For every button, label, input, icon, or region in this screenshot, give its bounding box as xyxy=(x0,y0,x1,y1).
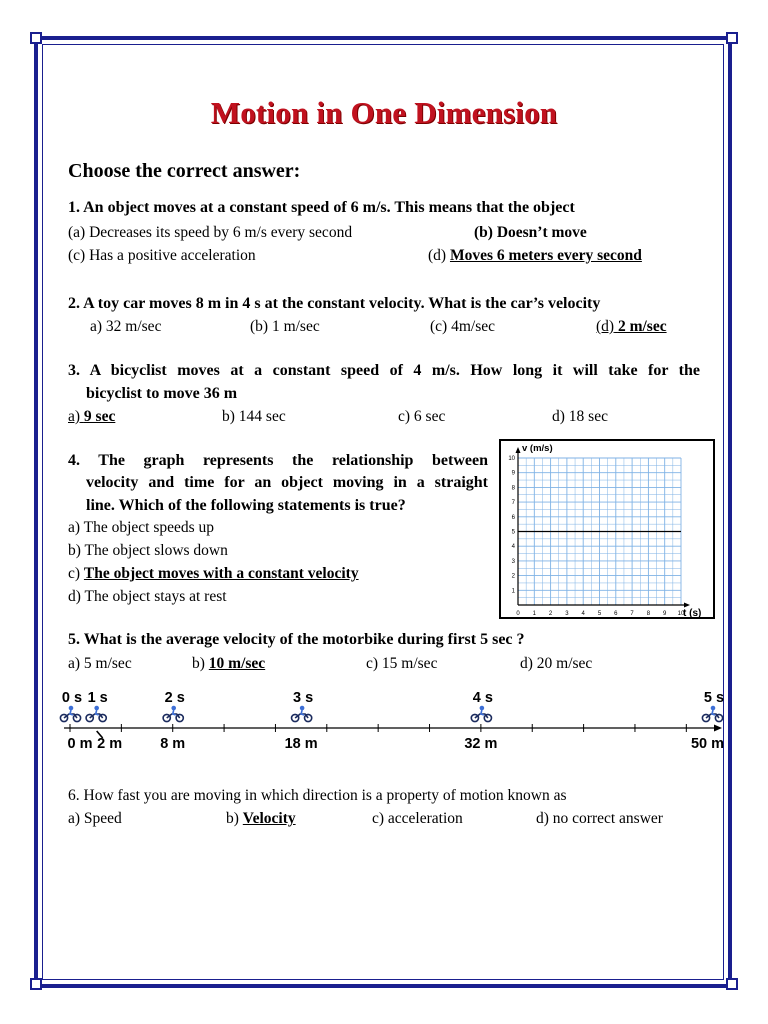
q4-option-c-prefix: c) xyxy=(68,565,81,582)
rider-helmet xyxy=(69,706,74,711)
rider-body xyxy=(173,710,176,715)
rider-helmet xyxy=(94,706,99,711)
question-5: 5. What is the average velocity of the motorbike during first 5 sec ? xyxy=(68,631,525,648)
border-corner-ornament xyxy=(30,32,42,44)
q5-option-d: d) 20 m/sec xyxy=(520,655,593,672)
motorbike-icon xyxy=(471,706,491,722)
q6-option-b xyxy=(226,810,296,828)
time-label: 2 s xyxy=(164,690,185,706)
rider-body xyxy=(712,710,715,715)
x-tick-label: 10 xyxy=(677,611,685,617)
q1-option-d-prefix: (d) xyxy=(428,247,447,264)
rider-helmet xyxy=(480,706,485,711)
x-tick-label: 3 xyxy=(565,611,569,617)
position-label: 0 m xyxy=(67,736,93,752)
question-3-line2: bicyclist to move 36 m xyxy=(86,385,238,402)
q1-correct-answer: Moves 6 meters every second xyxy=(449,247,642,264)
time-label: 3 s xyxy=(293,690,314,706)
q5-option-a: a) 5 m/sec xyxy=(68,655,132,672)
question-4-line3: line. Which of the following statements is true? xyxy=(86,497,406,514)
rider-body xyxy=(301,710,304,715)
motorbike-number-line xyxy=(50,684,724,756)
motorbike-icon xyxy=(163,706,183,722)
q1-option-a: (a) Decreases its speed by 6 m/s every second xyxy=(68,224,353,241)
q5-option-b xyxy=(192,655,265,673)
y-tick-label: 6 xyxy=(511,514,515,521)
q6-correct-answer: Velocity xyxy=(242,810,296,827)
border-corner-ornament xyxy=(726,978,738,990)
y-tick-label: 5 xyxy=(511,529,515,536)
x-tick-label: 4 xyxy=(581,611,585,617)
q2-option-c: (c) 4m/sec xyxy=(430,318,495,335)
q3-option-c: c) 6 sec xyxy=(398,408,446,425)
time-label: 5 s xyxy=(703,690,724,706)
position-label: 2 m xyxy=(97,736,123,752)
position-label: 18 m xyxy=(284,736,318,752)
q2-option-b: (b) 1 m/sec xyxy=(250,318,320,335)
x-tick-label: 1 xyxy=(532,611,536,617)
y-tick-label: 1 xyxy=(511,588,515,595)
x-tick-label: 6 xyxy=(614,611,618,617)
q5-option-b-prefix: b) xyxy=(192,655,205,672)
q3-correct-answer: 9 sec xyxy=(83,408,116,425)
rider-body xyxy=(96,710,99,715)
question-2: 2. A toy car moves 8 m in 4 s at the constant velocity. What is the car’s velocity xyxy=(68,295,601,312)
page-title: Motion in One Dimension xyxy=(210,95,558,130)
q5-option-c: c) 15 m/sec xyxy=(366,655,438,672)
rider-helmet xyxy=(711,706,716,711)
q3-option-a-prefix: a) xyxy=(68,408,81,425)
question-3-line1: 3. A bicyclist moves at a constant speed of 4 m/s. How long it will take for the xyxy=(68,362,700,379)
q4-correct-answer: The object moves with a constant velocity xyxy=(83,565,359,582)
velocity-time-graph xyxy=(499,439,715,619)
y-tick-label: 2 xyxy=(511,573,515,580)
x-tick-label: 9 xyxy=(663,611,667,617)
question-4-line2: velocity and time for an object moving in a straight xyxy=(86,474,488,491)
q1-option-c: (c) Has a positive acceleration xyxy=(68,247,256,264)
y-tick-label: 7 xyxy=(511,500,515,507)
y-tick-label: 10 xyxy=(508,456,515,462)
q3-option-a xyxy=(68,408,115,426)
rider-helmet xyxy=(300,706,305,711)
velocity-time-graph-svg xyxy=(501,441,713,617)
q5-correct-answer: 10 m/sec xyxy=(208,655,266,672)
x-axis-label: t (s) xyxy=(683,608,702,617)
q4-option-b: b) The object slows down xyxy=(68,542,228,559)
x-tick-label: 2 xyxy=(548,611,553,617)
time-label: 4 s xyxy=(472,690,493,706)
x-axis-arrow xyxy=(684,603,690,608)
rider-body xyxy=(481,710,484,715)
q4-option-d: d) The object stays at rest xyxy=(68,588,227,605)
q1-option-d xyxy=(428,247,642,265)
x-tick-label: 7 xyxy=(630,611,634,617)
q3-option-b: b) 144 sec xyxy=(222,408,286,425)
position-label: 50 m xyxy=(690,736,724,752)
rider-body xyxy=(70,710,73,715)
q6-option-a: a) Speed xyxy=(68,810,122,827)
question-1: 1. An object moves at a constant speed of 6 m/s. This means that the object xyxy=(68,199,575,216)
border-corner-ornament xyxy=(30,978,42,990)
motorbike-icon xyxy=(292,706,312,722)
q4-option-c xyxy=(68,565,359,583)
q2-option-d-prefix: (d) xyxy=(596,318,615,335)
q2-option-d xyxy=(596,318,667,336)
number-line-arrow xyxy=(714,725,722,732)
question-6: 6. How fast you are moving in which direction is a property of motion known as xyxy=(68,787,567,804)
q6-option-d: d) no correct answer xyxy=(536,810,663,827)
time-label: 0 s xyxy=(61,690,83,706)
q2-correct-answer: 2 m/sec xyxy=(617,318,667,335)
y-tick-label: 4 xyxy=(511,544,515,551)
q4-option-a: a) The object speeds up xyxy=(68,519,215,536)
position-label: 32 m xyxy=(464,736,498,752)
section-heading: Choose the correct answer: xyxy=(68,160,301,182)
motorbike-icon xyxy=(60,706,80,722)
position-label: 8 m xyxy=(160,736,186,752)
x-tick-label: 5 xyxy=(597,611,602,617)
q1-option-b: (b) Doesn’t move xyxy=(474,224,587,241)
y-tick-label: 9 xyxy=(511,470,515,477)
y-tick-label: 3 xyxy=(511,558,515,565)
border-corner-ornament xyxy=(726,32,738,44)
x-tick-label: 0 xyxy=(516,611,520,617)
q6-option-c: c) acceleration xyxy=(372,810,463,827)
y-axis-label: v (m/s) xyxy=(522,443,553,454)
q6-option-b-prefix: b) xyxy=(226,810,239,827)
time-label: 1 s xyxy=(87,690,108,706)
rider-helmet xyxy=(171,706,176,711)
y-tick-label: 8 xyxy=(511,485,515,492)
q2-option-a: a) 32 m/sec xyxy=(90,318,162,335)
x-tick-label: 8 xyxy=(646,611,651,617)
y-axis-arrow xyxy=(516,447,521,453)
question-4-line1: 4. The graph represents the relationship between xyxy=(68,452,488,469)
motorbike-icon xyxy=(702,706,722,722)
q3-option-d: d) 18 sec xyxy=(552,408,608,425)
motorbike-icon xyxy=(86,706,106,722)
